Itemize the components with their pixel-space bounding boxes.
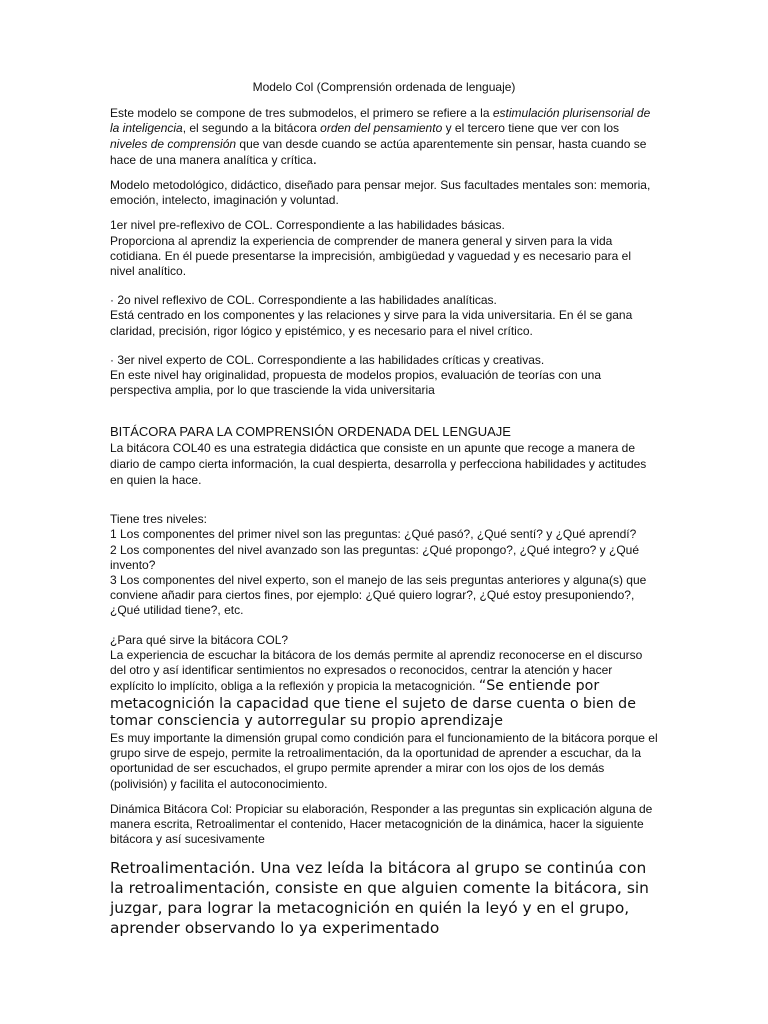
- para-que-paragraph: [110, 633, 658, 792]
- nivel1-heading: 1er nivel pre-reflexivo de COL. Correspondiente a las habilidades básicas.: [110, 218, 505, 233]
- nivel1-paragraph: [110, 218, 658, 279]
- niveles-item-3: 3 Los componentes del nivel experto, son el manejo de las seis preguntas anteriores y alguna(s) que conviene añadir para ciertos fines, por ejemplo: ¿Qué quiero lograr?, ¿Qué estoy presuponiendo?, ¿Qué utilidad tiene?, etc.: [110, 573, 647, 618]
- nivel3-paragraph: [110, 353, 658, 399]
- bitacora-body: La bitácora COL40 es una estrategia didáctica que consiste en un apunte que recoge a manera de diario de campo cierta información, la cual despierta, desarrolla y perfecciona habilidades y actitudes en quien la hace.: [110, 440, 647, 488]
- dinamica-paragraph: Dinámica Bitácora Col: Propiciar su elaboración, Responder a las preguntas sin explicación alguna de manera escrita, Retroalimentar el contenido, Hacer metacognición de la dinámica, hacer la siguiente bitácora y así sucesivamente: [110, 801, 653, 847]
- intro-emphasis-1: estimulación plurisensorial de la inteligencia: [110, 106, 651, 136]
- para-que-body: La experiencia de escuchar la bitácora de los demás permite al aprendiz reconocerse en el discurso del otro y así identificar sentimientos no expresados o reconocidos, centrar la atención y hacer explícito lo implícito, obliga a la reflexión y propicia la metacognición.: [110, 647, 643, 694]
- document-body: [110, 80, 658, 948]
- intro-emphasis-3: niveles de comprensión: [110, 136, 237, 151]
- niveles-item-1: 1 Los componentes del primer nivel son las preguntas: ¿Qué pasó?, ¿Qué sentí? y ¿Qué aprendí?: [110, 527, 637, 542]
- nivel3-heading: · 3er nivel experto de COL. Correspondiente a las habilidades críticas y creativas.: [110, 352, 545, 367]
- para-que-question: ¿Para qué sirve la bitácora COL?: [110, 632, 289, 647]
- dimension-grupal-text: Es muy importante la dimensión grupal como condición para el funcionamiento de la bitácora porque el grupo sirve de espejo, permite la retroalimentación, da la oportunidad de aprender a escuchar, da la oportunidad de ser escuchados, el grupo permite aprender a mirar con los ojos de los demás (polivisión) y facilita el autoconocimiento.: [110, 731, 658, 791]
- niveles-paragraph: [110, 512, 658, 618]
- bitacora-section: [110, 424, 658, 488]
- bitacora-heading: BITÁCORA PARA LA COMPRENSIÓN ORDENADA DEL LENGUAJE: [110, 424, 511, 440]
- intro-text-3: y el tercero tiene que ver con los: [442, 121, 620, 136]
- nivel2-body: Está centrado en los componentes y las relaciones y sirve para la vida universitaria. En él se gana claridad, precisión, rigor lógico y epistémico, y es necesario para el nivel crítico.: [110, 308, 633, 338]
- intro-paragraph: [110, 106, 658, 168]
- niveles-intro: Tiene tres niveles:: [110, 512, 207, 527]
- intro-text-1: Este modelo se compone de tres submodelos, el primero se refiere a la: [110, 106, 493, 121]
- nivel3-body: En este nivel hay originalidad, propuesta de modelos propios, evaluación de teorías con una perspectiva amplia, por lo que trasciende la vida universitaria: [110, 368, 601, 398]
- intro-period: .: [312, 150, 317, 168]
- intro-text-2: , el segundo a la bitácora: [182, 121, 321, 136]
- modelo-paragraph: Modelo metodológico, didáctico, diseñado para pensar mejor. Sus facultades mentales son: memoria, emoción, intelecto, imaginación y voluntad.: [110, 178, 651, 208]
- nivel2-heading: · 2o nivel reflexivo de COL. Correspondiente a las habilidades analíticas.: [110, 293, 497, 308]
- document-title: Modelo Col (Comprensión ordenada de lenguaje): [252, 80, 516, 94]
- metacognicion-quote: “Se entiende por metacognición la capacidad que tiene el sujeto de darse cuenta o bien de tomar consciencia y autorregular su propio aprendizaje: [110, 678, 636, 730]
- niveles-item-2: 2 Los componentes del nivel avanzado son las preguntas: ¿Qué propongo?, ¿Qué integro? y ¿Qué invento?: [110, 542, 639, 572]
- nivel1-body: Proporciona al aprendiz la experiencia de comprender de manera general y sirven para la vida cotidiana. En él puede presentarse la imprecisión, ambigüedad y vaguedad y es necesario para el nivel analítico.: [110, 233, 631, 279]
- intro-text-4: que van desde cuando se actúa aparentemente sin pensar, hasta cuando se hace de una manera analítica y crítica: [110, 136, 647, 167]
- intro-emphasis-2: orden del pensamiento: [320, 121, 443, 136]
- nivel2-paragraph: [110, 293, 658, 339]
- retroalimentacion-paragraph: Retroalimentación. Una vez leída la bitácora al grupo se continúa con la retroalimentación, consiste en que alguien comente la bitácora, sin juzgar, para lograr la metacognición en quién la leyó y en el grupo, aprender observando lo ya experimentado: [110, 858, 649, 937]
